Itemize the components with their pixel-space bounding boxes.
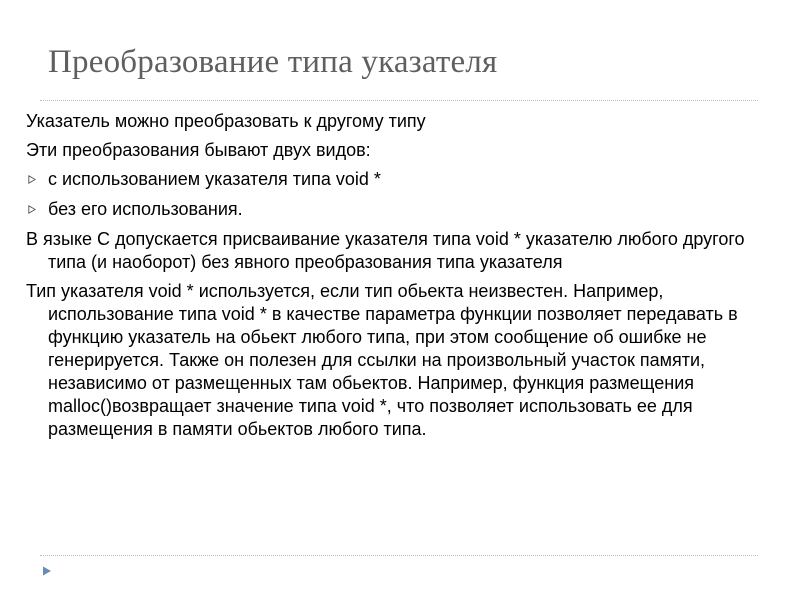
bullet-text: без его использования. xyxy=(48,199,243,219)
play-triangle-icon[interactable] xyxy=(42,566,52,576)
hollow-triangle-icon xyxy=(28,205,36,214)
bullet-item-with-void xyxy=(26,168,778,191)
paragraph-void-assign: В языке С допускается присваивание указателя типа void * указателю любого другого типа (и наоборот) без явного преобразования типа указателя xyxy=(26,229,745,272)
bullet-item-without-void xyxy=(26,198,778,221)
footer-divider xyxy=(40,555,758,556)
paragraph-kinds: Эти преобразования бывают двух видов: xyxy=(26,140,371,160)
hollow-triangle-icon xyxy=(28,175,36,184)
title-divider xyxy=(40,100,758,101)
paragraph-void-usage: Тип указателя void * используется, если тип обьекта неизвестен. Например, использование типа void * в качестве параметра функции позволяет передавать в функцию указатель на обьект любого типа, при этом сообщение об ошибке не генерируется. Также он полезен для ссылки на произвольный участок памяти, независимо от размещенных там обьектов. Например, функция размещения malloc()возвращает значение типа void *, что позволяет использовать ее для размещения в памяти обьектов любого типа. xyxy=(26,281,738,439)
paragraph-intro: Указатель можно преобразовать к другому типу xyxy=(26,111,426,131)
slide-title: Преобразование типа указателя xyxy=(48,44,498,80)
slide-body xyxy=(26,110,778,447)
bullet-text: с использованием указателя типа void * xyxy=(48,169,381,189)
